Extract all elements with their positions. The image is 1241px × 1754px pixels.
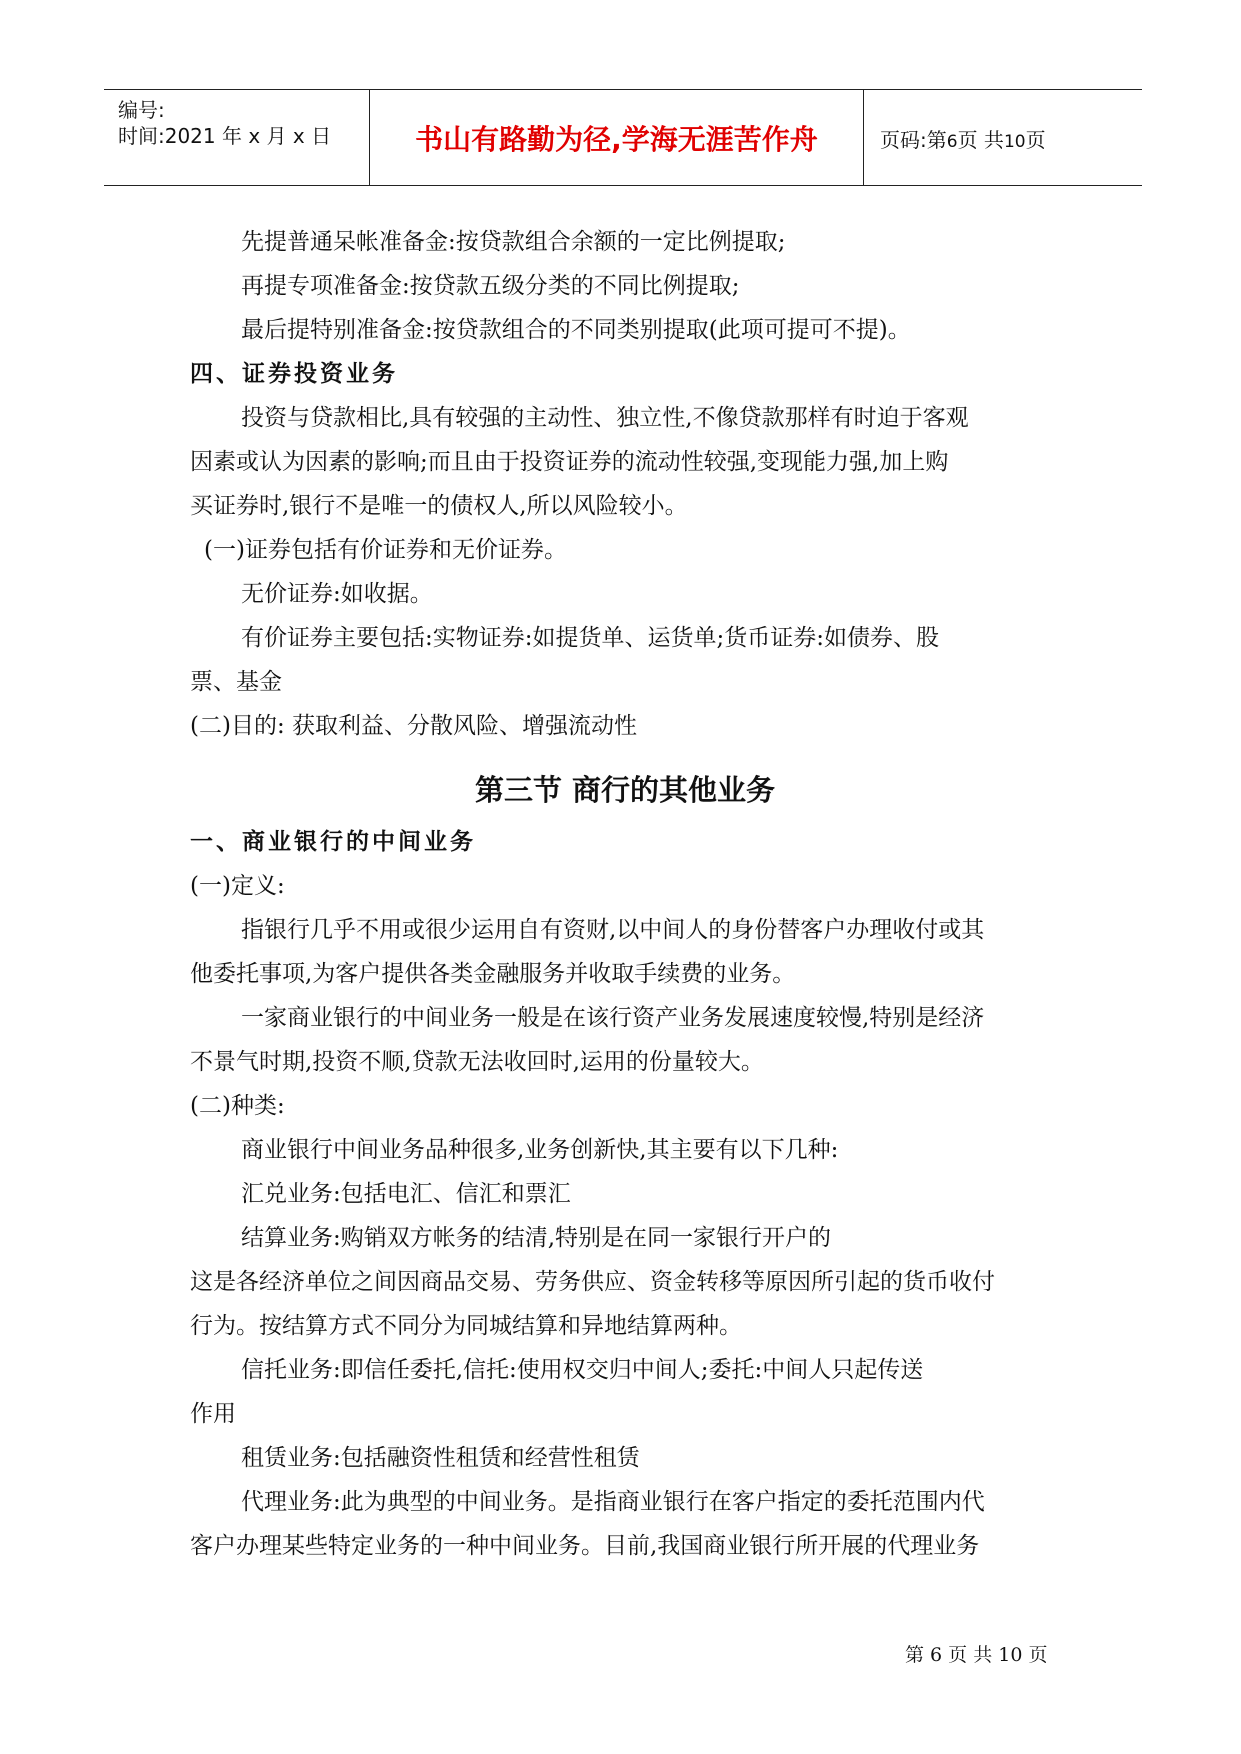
header-meta-cell [104,90,370,185]
header-motto-cell [370,90,864,185]
heading-intermediary-business: 一、商业银行的中间业务 [190,829,476,855]
paragraph: 一家商业银行的中间业务一般是在该行资产业务发展速度较慢,特别是经济 [241,1005,985,1031]
paragraph: 汇兑业务:包括电汇、信汇和票汇 [241,1181,571,1207]
paragraph: 票、基金 [190,669,282,695]
header-page-number: 6 [946,132,958,152]
document-number-label: 编号: [118,98,165,122]
paragraph: 不景气时期,投资不顺,贷款无法收回时,运用的份量较大。 [190,1049,764,1075]
section-title: 第三节 商行的其他业务 [474,773,776,807]
paragraph: 最后提特别准备金:按贷款组合的不同类别提取(此项可提可不提)。 [241,317,911,343]
heading-securities-investment: 四、证券投资业务 [190,361,398,387]
paragraph: (二)种类: [190,1093,285,1119]
paragraph: 商业银行中间业务品种很多,业务创新快,其主要有以下几种: [241,1137,839,1163]
paragraph: 租赁业务:包括融资性租赁和经营性租赁 [241,1445,640,1471]
paragraph: 指银行几乎不用或很少运用自有资财,以中间人的身份替客户办理收付或其 [241,917,985,943]
paragraph: 行为。按结算方式不同分为同城结算和异地结算两种。 [190,1313,742,1339]
document-body [190,220,1060,1568]
paragraph: 客户办理某些特定业务的一种中间业务。目前,我国商业银行所开展的代理业务 [190,1533,980,1559]
document-time-label: 时间:2021 年 x 月 x 日 [118,124,332,148]
paragraph: 先提普通呆帐准备金:按贷款组合余额的一定比例提取; [241,229,786,255]
page-footer: 第 6 页 共 10 页 [905,1644,1048,1666]
paragraph: 再提专项准备金:按贷款五级分类的不同比例提取; [241,273,740,299]
paragraph: 无价证券:如收据。 [241,581,433,607]
header-page-total: 10 [1003,132,1026,152]
paragraph: 有价证券主要包括:实物证券:如提货单、运货单;货币证券:如债券、股 [241,625,939,651]
paragraph: 这是各经济单位之间因商品交易、劳务供应、资金转移等原因所引起的货币收付 [190,1269,995,1295]
header-page-cell [864,90,1142,185]
paragraph: 结算业务:购销双方帐务的结清,特别是在同一家银行开户的 [241,1225,832,1251]
paragraph: 投资与贷款相比,具有较强的主动性、独立性,不像贷款那样有时迫于客观 [241,405,969,431]
paragraph: (二)目的: 获取利益、分散风险、增强流动性 [190,713,638,739]
paragraph: 信托业务:即信任委托,信托:使用权交归中间人;委托:中间人只起传送 [241,1357,924,1383]
header-page-info: 页码:第6页 共10页 [880,128,1046,152]
paragraph: 买证券时,银行不是唯一的债权人,所以风险较小。 [190,493,688,519]
paragraph: 作用 [190,1401,236,1427]
paragraph: 因素或认为因素的影响;而且由于投资证券的流动性较强,变现能力强,加上购 [190,449,949,475]
page-header [104,89,1142,186]
header-motto: 书山有路勤为径,学海无涯苦作舟 [415,123,818,156]
paragraph: (一)定义: [190,873,285,899]
paragraph: 代理业务:此为典型的中间业务。是指商业银行在客户指定的委托范围内代 [241,1489,985,1515]
paragraph: (一)证券包括有价证券和无价证券。 [204,537,567,563]
paragraph: 他委托事项,为客户提供各类金融服务并收取手续费的业务。 [190,961,796,987]
